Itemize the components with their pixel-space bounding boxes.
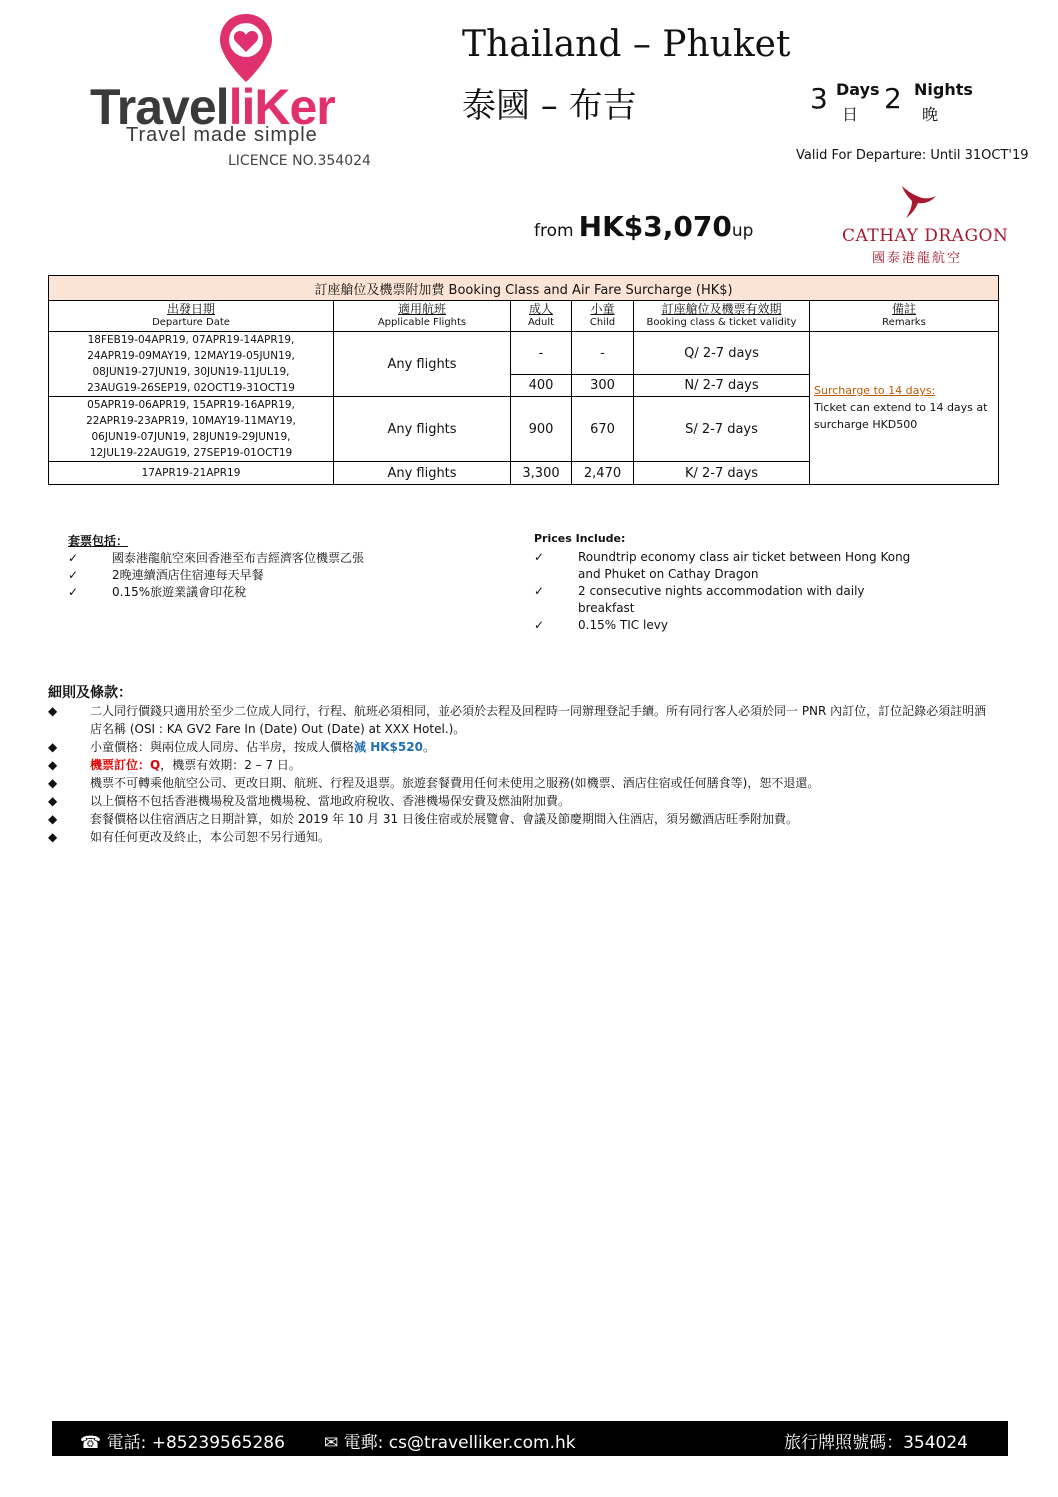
date-range-line: 22APR19-23APR19, 10MAY19-11MAY19, xyxy=(86,415,296,427)
header-booking-class xyxy=(634,301,810,332)
fare-surcharge-table xyxy=(48,275,999,485)
remarks-cell xyxy=(810,332,999,485)
airline-name-en: CATHAY DRAGON xyxy=(842,226,1009,246)
list-item xyxy=(48,738,988,756)
nights-label-en: Nights xyxy=(914,80,973,99)
footer-bar xyxy=(52,1421,1008,1456)
date-range-line: 12JUL19-22AUG19, 27SEP19-01OCT19 xyxy=(89,447,293,459)
departure-dates-group3: 17APR19-21APR19 xyxy=(49,462,334,485)
date-range-line: 23AUG19-26SEP19, 02OCT19-31OCT19 xyxy=(87,382,295,394)
destination-title-zh: 泰國 – 布吉 xyxy=(462,86,637,126)
remarks-heading: Surcharge to 14 days: xyxy=(814,384,936,397)
table-row xyxy=(49,332,999,375)
table-caption: 訂座艙位及機票附加費 Booking Class and Air Fare Surcharge (HK$) xyxy=(49,276,999,301)
header-en: Booking class & ticket validity xyxy=(646,317,797,328)
date-range-line: 05APR19-06APR19, 15APR19-16APR19, xyxy=(87,399,295,411)
applicable-flights-group2: Any flights xyxy=(334,397,511,462)
price-from xyxy=(534,210,753,243)
header-child xyxy=(572,301,634,332)
footer-phone: ☎ 電話: +85239565286 xyxy=(80,1433,285,1453)
list-item xyxy=(534,549,914,583)
adult-price: 400 xyxy=(511,375,572,397)
terms-list xyxy=(48,702,988,846)
applicable-flights-group3: Any flights xyxy=(334,462,511,485)
header-en: Remarks xyxy=(882,317,926,328)
term-text: ，機票有效期：2 – 7 日。 xyxy=(160,758,301,772)
validity-text: Valid For Departure: Until 31OCT'19 xyxy=(796,148,1029,163)
days-label-zh: 日 xyxy=(842,105,859,124)
child-price: 300 xyxy=(572,375,634,397)
booking-class-highlight: 機票訂位：Q xyxy=(90,758,161,772)
header-zh: 出發日期 xyxy=(166,302,215,316)
term-text: 機票不可轉乘他航空公司、更改日期、航班、行程及退票。旅遊套餐費用任何未使用之服務(如機票、酒店住宿或任何膳食等)，恕不退還。 xyxy=(90,776,820,790)
header-en: Adult xyxy=(527,317,555,328)
header-adult xyxy=(511,301,572,332)
brand-name-part1: Travel xyxy=(90,79,229,135)
inclusions-zh-list xyxy=(68,550,448,601)
term-text: 。 xyxy=(422,740,435,754)
days-label-en: Days xyxy=(836,80,880,99)
brand-tagline: Travel made simple xyxy=(126,124,318,146)
price-amount: HK$3,070 xyxy=(578,210,732,243)
term-text: 套餐價格以住宿酒店之日期計算，如於 2019 年 10 月 31 日後住宿或於展覽會、會議及節慶期間入住酒店，須另繳酒店旺季附加費。 xyxy=(90,812,798,826)
diamond-bullet-icon: ◆ xyxy=(48,830,58,844)
term-text: 二人同行價錢只適用於至少二位成人同行，行程、航班必須相同，並必須於去程及回程時一同辦理登記手續。所有同行客人必須於同一 PNR 內訂位，訂位記錄必須註明酒店名稱 (OSI : KA GV2 Fare In (Date) Out (Date) at XXX Hotel.)。 xyxy=(90,704,987,736)
departure-dates-group1 xyxy=(49,332,334,397)
nights-number: 2 xyxy=(884,82,902,115)
diamond-bullet-icon: ◆ xyxy=(48,776,58,790)
footer-email: ✉ 電郵: cs@travelliker.com.hk xyxy=(324,1433,576,1453)
inclusion-text: 0.15%旅遊業議會印花稅 xyxy=(112,585,247,599)
inclusions-zh-title: 套票包括： xyxy=(68,534,129,548)
list-item xyxy=(534,583,914,617)
list-item xyxy=(48,810,988,828)
list-item xyxy=(48,792,988,810)
departure-dates-group2 xyxy=(49,397,334,462)
applicable-flights-group1: Any flights xyxy=(334,332,511,397)
list-item xyxy=(68,567,448,584)
inclusion-text: Roundtrip economy class air ticket between Hong Kong and Phuket on Cathay Dragon xyxy=(578,550,911,581)
inclusion-text: 2晚連續酒店住宿連每天早餐 xyxy=(112,568,264,582)
header-applicable-flights xyxy=(334,301,511,332)
location-pin-heart-icon xyxy=(216,12,276,84)
adult-price: 900 xyxy=(511,397,572,462)
inclusion-text: 2 consecutive nights accommodation with daily breakfast xyxy=(578,584,865,615)
checkmark-icon: ✓ xyxy=(534,550,545,564)
header-en: Departure Date xyxy=(152,317,230,328)
child-discount-highlight: 減 HK$520 xyxy=(354,740,423,754)
price-up-label: up xyxy=(731,221,754,241)
booking-class: K/ 2-7 days xyxy=(634,462,810,485)
child-price: 670 xyxy=(572,397,634,462)
header-zh: 備註 xyxy=(891,302,916,316)
checkmark-icon: ✓ xyxy=(68,585,79,599)
checkmark-icon: ✓ xyxy=(534,618,545,632)
diamond-bullet-icon: ◆ xyxy=(48,704,58,718)
airline-name-zh: 國泰港龍航空 xyxy=(872,251,963,266)
diamond-bullet-icon: ◆ xyxy=(48,794,58,808)
diamond-bullet-icon: ◆ xyxy=(48,758,58,772)
list-item xyxy=(48,702,988,738)
checkmark-icon: ✓ xyxy=(68,568,79,582)
header-en: Child xyxy=(589,317,616,328)
booking-class: S/ 2-7 days xyxy=(634,397,810,462)
diamond-bullet-icon: ◆ xyxy=(48,740,58,754)
child-price: 2,470 xyxy=(572,462,634,485)
header-departure-date xyxy=(49,301,334,332)
footer-licence: 旅行牌照號碼：354024 xyxy=(784,1433,968,1453)
date-range-line: 08JUN19-27JUN19, 30JUN19-11JUL19, xyxy=(92,366,290,378)
licence-number: LICENCE NO.354024 xyxy=(228,153,371,169)
booking-class: Q/ 2-7 days xyxy=(634,332,810,375)
nights-label-zh: 晚 xyxy=(922,105,939,124)
diamond-bullet-icon: ◆ xyxy=(48,812,58,826)
adult-price: - xyxy=(511,332,572,375)
date-range-line: 06JUN19-07JUN19, 28JUN19-29JUN19, xyxy=(91,431,291,443)
term-text: 如有任何更改及終止，本公司恕不另行通知。 xyxy=(90,830,331,844)
header-zh: 成人 xyxy=(528,302,553,316)
trip-duration xyxy=(810,80,1010,124)
brand-name-part2: liKer xyxy=(228,79,335,135)
remarks-body: Ticket can extend to 14 days at surcharge HKD500 xyxy=(814,401,988,431)
list-item xyxy=(68,584,448,601)
date-range-line: 24APR19-09MAY19, 12MAY19-05JUN19, xyxy=(87,350,295,362)
date-range-line: 18FEB19-04APR19, 07APR19-14APR19, xyxy=(87,334,295,346)
list-item xyxy=(534,617,914,634)
list-item xyxy=(48,756,988,774)
checkmark-icon: ✓ xyxy=(534,584,545,598)
list-item xyxy=(68,550,448,567)
booking-class: N/ 2-7 days xyxy=(634,375,810,397)
inclusion-text: 0.15% TIC levy xyxy=(578,618,668,632)
header-zh: 訂座艙位及機票有效期 xyxy=(661,302,782,316)
child-price: - xyxy=(572,332,634,375)
table-header-row xyxy=(49,301,999,332)
price-from-label: from xyxy=(534,221,574,241)
header-zh: 小童 xyxy=(590,302,615,316)
header-remarks xyxy=(810,301,999,332)
header-zh: 適用航班 xyxy=(397,302,446,316)
cathay-dragon-logo-icon xyxy=(898,184,938,220)
inclusion-text: 國泰港龍航空來回香港至布吉經濟客位機票乙張 xyxy=(112,551,365,565)
destination-title-en: Thailand – Phuket xyxy=(462,24,791,65)
list-item xyxy=(48,828,988,846)
terms-title: 細則及條款： xyxy=(48,685,132,701)
term-text: 以上價格不包括香港機場稅及當地機場稅、當地政府稅收、香港機場保安費及燃油附加費。 xyxy=(90,794,571,808)
days-number: 3 xyxy=(810,82,828,115)
list-item xyxy=(48,774,988,792)
header-en: Applicable Flights xyxy=(377,317,467,328)
inclusions-en-title: Prices Include: xyxy=(534,532,626,545)
adult-price: 3,300 xyxy=(511,462,572,485)
checkmark-icon: ✓ xyxy=(68,551,79,565)
term-text: 小童價格：與兩位成人同房、佔半房，按成人價格 xyxy=(90,740,355,754)
inclusions-en-list xyxy=(534,549,914,634)
